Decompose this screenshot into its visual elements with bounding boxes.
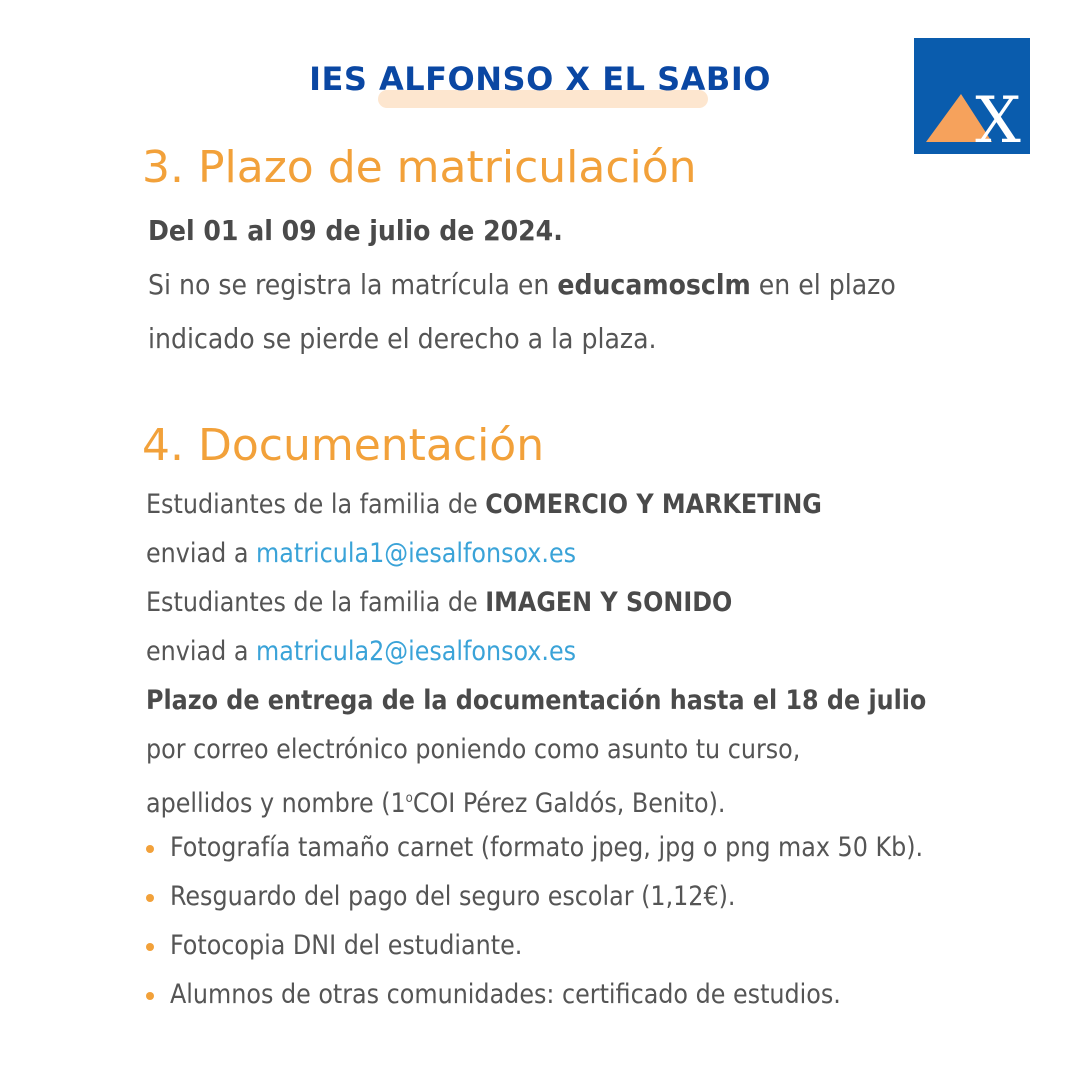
family-name-1: COMERCIO Y MARKETING xyxy=(485,489,822,520)
plazo-dates: Del 01 al 09 de julio de 2024. xyxy=(148,214,563,247)
plazo-text xyxy=(148,204,896,366)
email-link-2[interactable]: matricula2@iesalfonsox.es xyxy=(256,636,577,667)
plazo-line-3: indicado se pierde el derecho a la plaza. xyxy=(148,322,657,355)
plazo-line-2: Si no se registra la matrícula en educamosclm en el plazo xyxy=(148,268,896,301)
logo-icon xyxy=(914,38,1030,154)
plazo-title: 3. Plazo de matriculación xyxy=(142,142,697,193)
list-item: Resguardo del pago del seguro escolar (1,12€). xyxy=(146,872,926,921)
list-item: Alumnos de otras comunidades: certificado de estudios. xyxy=(146,970,926,1019)
documentacion-title: 4. Documentación xyxy=(142,420,545,471)
bullet-icon xyxy=(146,894,154,902)
list-item: Fotocopia DNI del estudiante. xyxy=(146,921,926,970)
send-line-1: enviad a matricula1@iesalfonsox.es xyxy=(146,538,577,569)
family-line-1: Estudiantes de la familia de COMERCIO Y MARKETING xyxy=(146,489,822,520)
educamos-platform: educamosclm xyxy=(557,268,751,301)
family-name-2: IMAGEN Y SONIDO xyxy=(485,587,733,618)
email-link-1[interactable]: matricula1@iesalfonsox.es xyxy=(256,538,577,569)
bullet-icon xyxy=(146,845,154,853)
instructions-line-2: apellidos y nombre (1$^o$COI Pérez Galdós, Benito). xyxy=(146,787,726,819)
logo-letter: X xyxy=(975,84,1021,154)
instructions-line-1: por correo electrónico poniendo como asunto tu curso, xyxy=(146,734,801,765)
family-line-2: Estudiantes de la familia de IMAGEN Y SONIDO xyxy=(146,587,733,618)
list-item: Fotografía tamaño carnet (formato jpeg, jpg o png max 50 Kb). xyxy=(146,823,926,872)
send-line-2: enviad a matricula2@iesalfonsox.es xyxy=(146,636,577,667)
bullet-icon xyxy=(146,943,154,951)
documentacion-text xyxy=(146,480,926,1019)
school-logo xyxy=(914,38,1030,154)
bullet-icon xyxy=(146,992,154,1000)
school-name: IES ALFONSO X EL SABIO xyxy=(309,60,771,98)
deadline-line: Plazo de entrega de la documentación hasta el 18 de julio xyxy=(146,685,927,716)
